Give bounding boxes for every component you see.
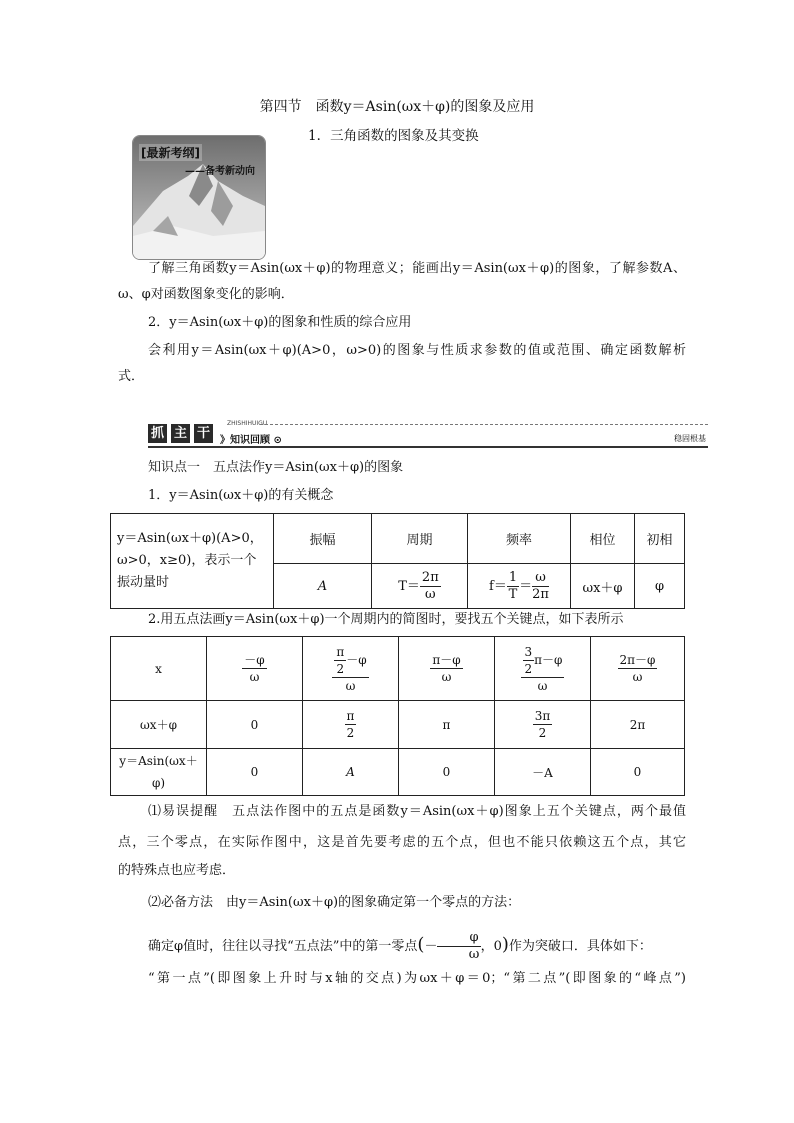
- cell-phase: ωx＋φ: [571, 564, 635, 609]
- note-reminder: ⑴易误提醒 五点法作图中的五点是函数y＝Asin(ωx＋φ)图象上五个关键点，两个最值: [148, 804, 686, 819]
- concept-table-lead: y＝Asin(ωx＋φ)(A>0，ω>0，x≥0)，表示一个振动量时: [111, 514, 274, 609]
- mountain-photo: [132, 135, 266, 260]
- wx-value-5: 2π: [591, 701, 685, 749]
- row-label-wx: ωx＋φ: [111, 701, 207, 749]
- y-value-4: －A: [495, 749, 591, 796]
- concept-item-1: 1．y＝Asin(ωx＋φ)的有关概念: [148, 488, 334, 503]
- x-value-3: $\frac{\pi-\varphi}{\omega}$: [399, 637, 495, 701]
- banner-char-3: 干: [194, 424, 213, 443]
- concept-table: [110, 513, 685, 609]
- section-subtitle: 1．三角函数的图象及其变换: [308, 128, 479, 144]
- cell-initial-phase: φ: [635, 564, 685, 609]
- intro-paragraph-3b: 式．: [118, 369, 145, 384]
- photo-label: [最新考纲]: [141, 146, 200, 160]
- x-value-5: $\frac{2\pi-\varphi}{\omega}$: [591, 637, 685, 701]
- note-reminder-3: 的特殊点也应考虑．: [118, 863, 236, 878]
- banner-label: 》知识回顾 ⊙: [220, 435, 282, 446]
- x-value-1: $\frac{-\varphi}{\omega}$: [207, 637, 303, 701]
- header-phase: 相位: [571, 514, 635, 564]
- intro-paragraph-1b: ω、φ对函数图象变化的影响．: [118, 287, 294, 302]
- row-label-y: y＝Asin(ωx＋φ): [111, 749, 207, 796]
- y-value-2: A: [303, 749, 399, 796]
- intro-paragraph-3: 会利用y＝Asin(ωx＋φ)(A>0，ω>0)的图象与性质求参数的值或范围、确定函数解析: [148, 343, 686, 358]
- header-initial-phase: 初相: [635, 514, 685, 564]
- y-value-5: 0: [591, 749, 685, 796]
- intro-paragraph-1: 了解三角函数y＝Asin(ωx＋φ)的物理意义；能画出y＝Asin(ωx＋φ)的图象，了解参数A、: [148, 261, 686, 276]
- note-method: ⑵必备方法 由y＝Asin(ωx＋φ)的图象确定第一个零点的方法：: [148, 895, 521, 910]
- page-title: 第四节 函数y＝Asin(ωx＋φ)的图象及应用: [259, 99, 535, 115]
- note-reminder-2: 点，三个零点，在实际作图中，这是首先要考虑的五个点，但也不能只依赖这五个点，其它: [118, 835, 686, 850]
- header-period: 周期: [372, 514, 468, 564]
- five-point-table: [110, 636, 685, 796]
- x-value-2: $\frac{\pi}{2}$ －φ ω: [303, 637, 399, 701]
- section-banner: [148, 420, 708, 450]
- banner-pinyin: ZHISHIHUIGU: [227, 420, 268, 427]
- y-value-1: 0: [207, 749, 303, 796]
- banner-dotted-line: [260, 424, 708, 425]
- cell-period: T＝ $\frac{2\pi}{\omega}$: [372, 564, 468, 609]
- header-amplitude: 振幅: [274, 514, 372, 564]
- concept-item-2: 2.用五点法画y＝Asin(ωx＋φ)一个周期内的简图时，要找五个关键点，如下表所示: [148, 612, 624, 627]
- note-method-detail: 确定φ值时，往往以寻找“五点法”中的第一零点(－ $\frac{\varphi}{\omega}$ ，0)作为突破口．具体如下：: [148, 930, 652, 962]
- banner-underline: [148, 446, 708, 448]
- wx-value-2: $\frac{\pi}{2}$: [303, 701, 399, 749]
- banner-right-label: 稳固根基: [674, 434, 706, 443]
- cell-frequency: f＝ $\frac{1}{T}$ ＝ $\frac{\omega}{2\pi}$: [468, 564, 571, 609]
- photo-sublabel: ——备考新动向: [185, 166, 255, 177]
- banner-char-1: 抓: [148, 424, 167, 443]
- y-value-3: 0: [399, 749, 495, 796]
- note-first-point: “第一点”(即图象上升时与x轴的交点)为ωx＋φ＝0；“第二点”(即图象的“峰点”): [148, 971, 686, 986]
- intro-paragraph-2: 2．y＝Asin(ωx＋φ)的图象和性质的综合应用: [148, 315, 412, 330]
- header-frequency: 频率: [468, 514, 571, 564]
- x-value-4: $\frac{3}{2}$ π－φ ω: [495, 637, 591, 701]
- row-label-x: x: [111, 637, 207, 701]
- wx-value-4: $\frac{3\pi}{2}$: [495, 701, 591, 749]
- wx-value-3: π: [399, 701, 495, 749]
- knowledge-point-heading: 知识点一 五点法作y＝Asin(ωx＋φ)的图象: [148, 460, 404, 475]
- cell-amplitude: A: [274, 564, 372, 609]
- wx-value-1: 0: [207, 701, 303, 749]
- banner-char-2: 主: [171, 424, 190, 443]
